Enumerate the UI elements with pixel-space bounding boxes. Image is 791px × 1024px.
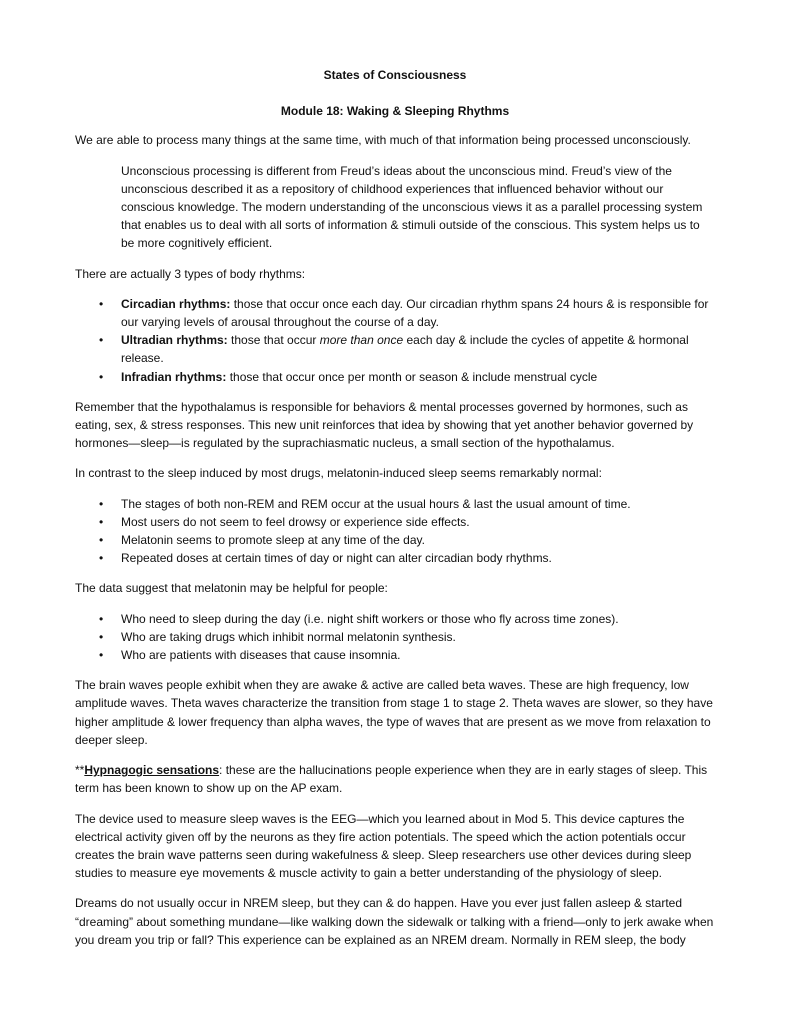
list-item xyxy=(75,331,715,367)
list-item: • Who are patients with diseases that cause insomnia. xyxy=(75,646,715,664)
rhythm-term: Ultradian rhythms: xyxy=(121,333,228,348)
bullet-icon: • xyxy=(99,611,104,626)
bullet-icon: • xyxy=(99,333,104,348)
list-item: • Most users do not seem to feel drowsy or experience side effects. xyxy=(75,513,715,531)
bullet-icon: • xyxy=(99,648,104,663)
list-item: • The stages of both non-REM and REM occur at the usual hours & last the usual amount of time. xyxy=(75,495,715,513)
dreams-paragraph: Dreams do not usually occur in NREM sleep, but they can & do happen. Have you ever just fallen asleep & started “dreaming” about something mundane—like walking down the sidewalk or talking with a friend—only to jerk awake when you dream you trip or fall? This experience can be explained as an NREM dream. Normally in REM sleep, the body xyxy=(75,896,714,947)
eeg-paragraph: The device used to measure sleep waves is the EEG—which you learned about in Mod 5. This device captures the electrical activity given off by the neurons as they fire action potentials. The speed which the action potentials occur creates the brain wave patterns seen during wakefulness & sleep. Sleep researchers use other devices during sleep studies to measure eye movements & muscle activity to gain a better understanding of the physiology of sleep. xyxy=(75,811,692,881)
hypothalamus-paragraph: Remember that the hypothalamus is responsible for behaviors & mental processes governed by hormones, such as eating, sex, & stress responses. This new unit reinforces that idea by showing that yet another behavior governed by hormones—sleep—is regulated by the suprachiasmatic nucleus, a small section of the hypothalamus. xyxy=(75,399,694,451)
list-item: • Melatonin seems to promote sleep at any time of the day. xyxy=(75,531,715,549)
list-item xyxy=(75,368,715,386)
rhythm-emphasis: more than once xyxy=(319,333,404,348)
helpful-list xyxy=(75,610,715,665)
document-page xyxy=(75,66,715,961)
bullet-icon: • xyxy=(99,369,104,384)
bullet-icon: • xyxy=(99,533,104,548)
rhythm-term: Infradian rhythms: xyxy=(121,369,227,384)
bullet-icon: • xyxy=(99,296,104,311)
hypnagogic-term: Hypnagogic sensations xyxy=(84,763,220,778)
rhythm-description: each day & include the cycles of appetite & hormonal release. xyxy=(121,333,689,366)
rhythm-description: those that occur once each day. Our circadian rhythm spans 24 hours & is responsible for our varying levels of arousal throughout the course of a day. xyxy=(121,296,709,330)
rhythm-description: those that occur xyxy=(227,333,320,348)
rhythms-list xyxy=(75,295,715,386)
list-item: • Who need to sleep during the day (i.e. night shift workers or those who fly across time zones). xyxy=(75,610,715,628)
rhythms-intro: There are actually 3 types of body rhythms: xyxy=(75,266,306,281)
bullet-icon: • xyxy=(99,551,104,566)
melatonin-intro: In contrast to the sleep induced by most drugs, melatonin-induced sleep seems remarkably normal: xyxy=(75,466,602,481)
bullet-icon: • xyxy=(99,514,104,529)
document-title: States of Consciousness xyxy=(323,68,467,82)
bullet-icon: • xyxy=(99,629,104,644)
list-item: • Who are taking drugs which inhibit normal melatonin synthesis. xyxy=(75,628,715,646)
list-item xyxy=(75,295,715,331)
hypnagogic-paragraph: **Hypnagogic sensations: these are the hallucinations people experience when they are in early stages of sleep. This term has been known to show up on the AP exam. xyxy=(75,763,708,796)
rhythm-description: those that occur once per month or season & include menstrual cycle xyxy=(226,369,598,384)
bullet-icon: • xyxy=(99,496,104,511)
intro-paragraph: We are able to process many things at the same time, with much of that information being processed unconsciously. xyxy=(75,133,691,148)
melatonin-list xyxy=(75,495,715,568)
unconscious-processing-paragraph: Unconscious processing is different from Freud’s ideas about the unconscious mind. Freud’s view of the unconscious described it as a repository of childhood experiences that influenced behavior without our conscious knowledge. The modern understanding of the unconscious views it as a parallel processing system that enables us to deal with all sorts of information & stimuli outside of the conscious. This system helps us to be more cognitively efficient. xyxy=(121,163,703,251)
rhythm-term: Circadian rhythms: xyxy=(121,296,231,311)
helpful-intro: The data suggest that melatonin may be helpful for people: xyxy=(75,581,388,596)
module-heading: Module 18: Waking & Sleeping Rhythms xyxy=(280,104,510,119)
list-item: • Repeated doses at certain times of day or night can alter circadian body rhythms. xyxy=(75,549,715,567)
brain-waves-paragraph: The brain waves people exhibit when they are awake & active are called beta waves. These are high frequency, low amplitude waves. Theta waves characterize the transition from stage 1 to stage 2. Theta waves are slower, so they have higher amplitude & lower frequency than alpha waves, the type of waves that are present as we move from relaxation to deeper sleep. xyxy=(75,678,713,747)
